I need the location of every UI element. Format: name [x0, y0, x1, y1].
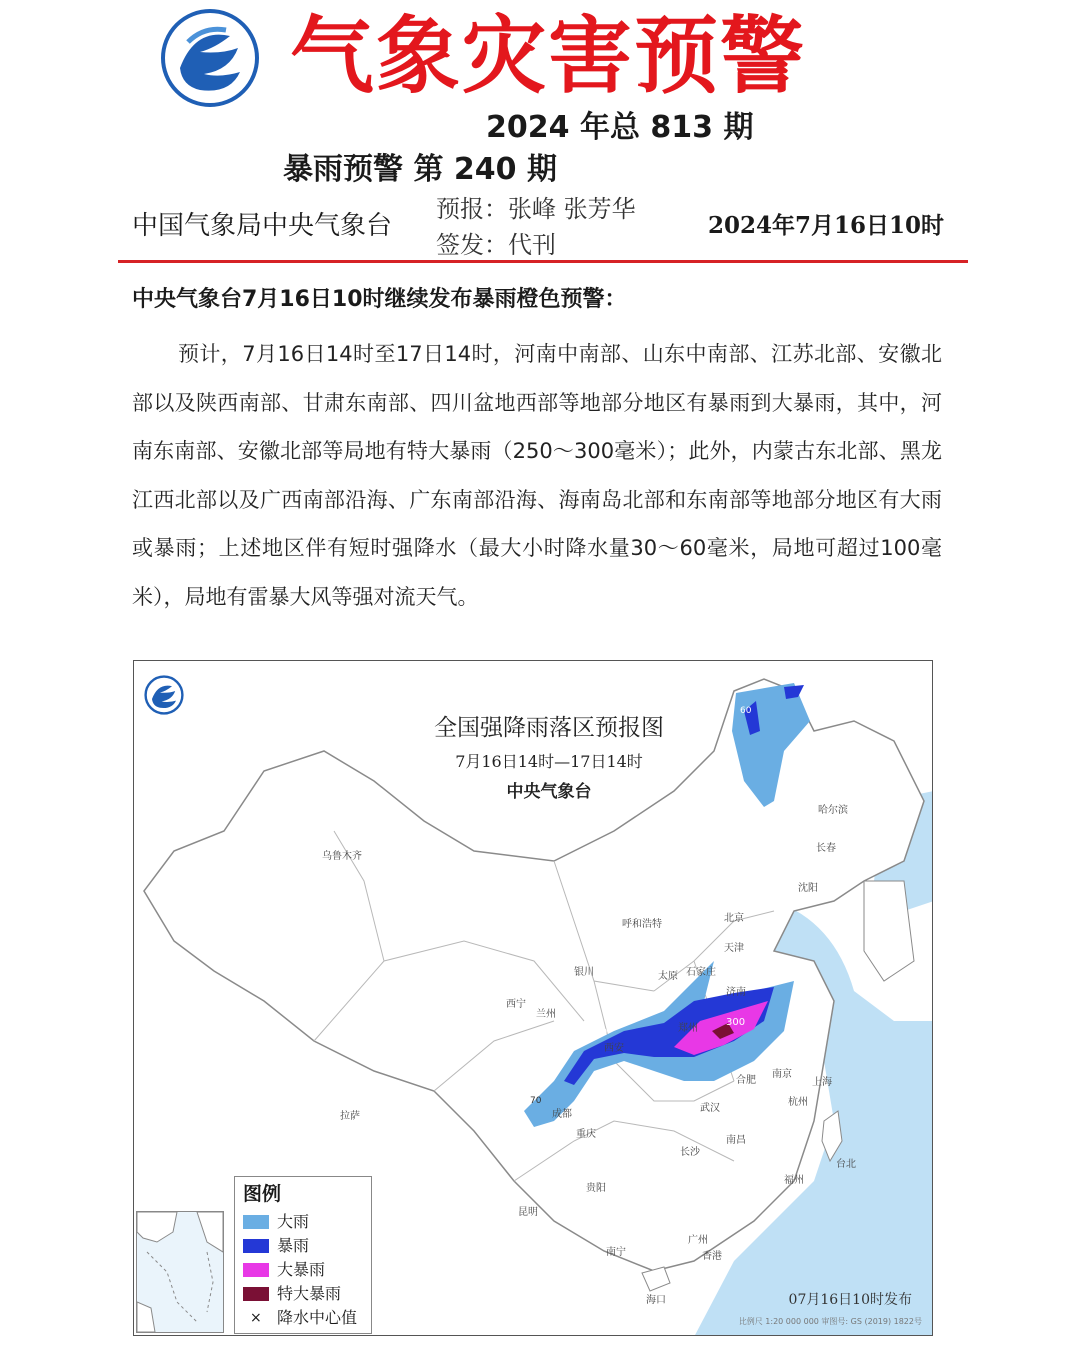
city-label: 广州 [688, 1235, 708, 1246]
legend-item-heavy-rainstorm [243, 1259, 371, 1281]
legend-label: 特大暴雨 [277, 1284, 342, 1303]
city-label: 济南 [726, 987, 746, 998]
city-label: 北京 [724, 913, 744, 924]
rainfall-forecast-map [133, 660, 933, 1336]
issuing-agency: 中国气象局中央气象台 [132, 211, 393, 241]
city-label: 南宁 [606, 1247, 626, 1258]
legend-swatch [243, 1215, 269, 1229]
map-issuer: 中央气象台 [506, 782, 592, 802]
map-scale-note: 比例尺 1:20 000 000 审图号: GS (2019) 1822号 [738, 1317, 922, 1326]
city-label: 沈阳 [798, 883, 818, 894]
center-value-120: 120 [590, 1028, 608, 1038]
city-label: 上海 [812, 1077, 832, 1088]
city-label: 台北 [836, 1159, 856, 1170]
city-label: 海口 [646, 1295, 666, 1306]
cross-icon: × [250, 1310, 262, 1326]
map-publish-time: 07月16日10时发布 [788, 1292, 912, 1308]
legend-label: 降水中心值 [277, 1308, 358, 1327]
city-label: 哈尔滨 [818, 805, 848, 816]
city-label: 银川 [574, 967, 594, 978]
city-label: 杭州 [788, 1097, 808, 1108]
city-label: 昆明 [518, 1207, 538, 1218]
city-label: 西宁 [506, 999, 526, 1010]
legend-item-heavy-rain [243, 1211, 371, 1233]
legend-label: 暴雨 [277, 1236, 310, 1255]
legend-swatch [243, 1239, 269, 1253]
legend-item-extreme-rainstorm [243, 1283, 371, 1305]
legend-item-center-value [243, 1307, 371, 1329]
city-label: 南京 [772, 1069, 792, 1080]
city-label: 成都 [552, 1109, 572, 1120]
annual-issue-number: 2024 年总 813 期 [486, 110, 754, 145]
city-label: 太原 [658, 971, 678, 982]
legend-label: 大雨 [277, 1212, 310, 1231]
map-period: 7月16日14时—17日14时 [455, 752, 643, 771]
city-label: 拉萨 [340, 1111, 360, 1122]
city-label: 长沙 [680, 1147, 700, 1158]
warning-headline: 中央气象台7月16日10时继续发布暴雨橙色预警： [132, 287, 627, 312]
center-value-60: 60 [740, 706, 752, 716]
header-divider [118, 260, 968, 263]
legend-title: 图例 [243, 1183, 282, 1205]
map-title: 全国强降雨落区预报图 [434, 715, 664, 741]
warning-body: 预计，7月16日14时至17日14时，河南中南部、山东中南部、江苏北部、安徽北部以及陕西南部、甘肃东南部、四川盆地西部等地部分地区有暴雨到大暴雨，其中，河南东南部、安徽北部等局地有特大暴雨（250～300毫米）；此外，内蒙古东北部、黑龙江西北部以及广西南部沿海、广东南部沿海、海南岛北部和东南部等地部分地区有大雨或暴雨；上述地区伴有短时强降水（最大小时降水量30～60毫米，局地可超过100毫米），局地有雷暴大风等强对流天气。 [132, 342, 942, 609]
city-label: 香港 [702, 1251, 722, 1262]
center-value-70: 70 [530, 1096, 542, 1106]
forecaster-names: 预报：张峰 张芳华 [436, 195, 636, 223]
city-label: 兰州 [536, 1009, 556, 1020]
series-issue-number: 暴雨预警 第 240 期 [283, 152, 557, 187]
city-label: 呼和浩特 [622, 919, 662, 930]
city-label: 郑州 [678, 1023, 698, 1034]
city-label: 乌鲁木齐 [322, 851, 362, 862]
cma-logo-icon [160, 8, 260, 108]
city-label: 长春 [816, 843, 836, 854]
south-china-sea-inset [136, 1211, 224, 1333]
city-label: 天津 [724, 943, 744, 954]
city-label: 合肥 [736, 1075, 756, 1086]
legend-swatch [243, 1287, 269, 1301]
issue-date: 2024年7月16日10时 [708, 212, 945, 239]
legend-label: 大暴雨 [277, 1260, 326, 1279]
legend-item-rainstorm [243, 1235, 371, 1257]
city-label: 贵阳 [586, 1183, 606, 1194]
map-legend [234, 1176, 372, 1334]
city-label: 南昌 [726, 1135, 746, 1146]
city-label: 福州 [784, 1175, 804, 1186]
city-label: 武汉 [700, 1103, 720, 1114]
city-label: 重庆 [576, 1129, 596, 1140]
signer-name: 签发：代刊 [436, 231, 556, 259]
legend-swatch [243, 1263, 269, 1277]
city-label: 石家庄 [686, 967, 716, 978]
city-label: 西安 [604, 1043, 624, 1054]
center-value-300: 300 [726, 1017, 746, 1028]
bulletin-title: 气象灾害预警 [290, 6, 807, 105]
